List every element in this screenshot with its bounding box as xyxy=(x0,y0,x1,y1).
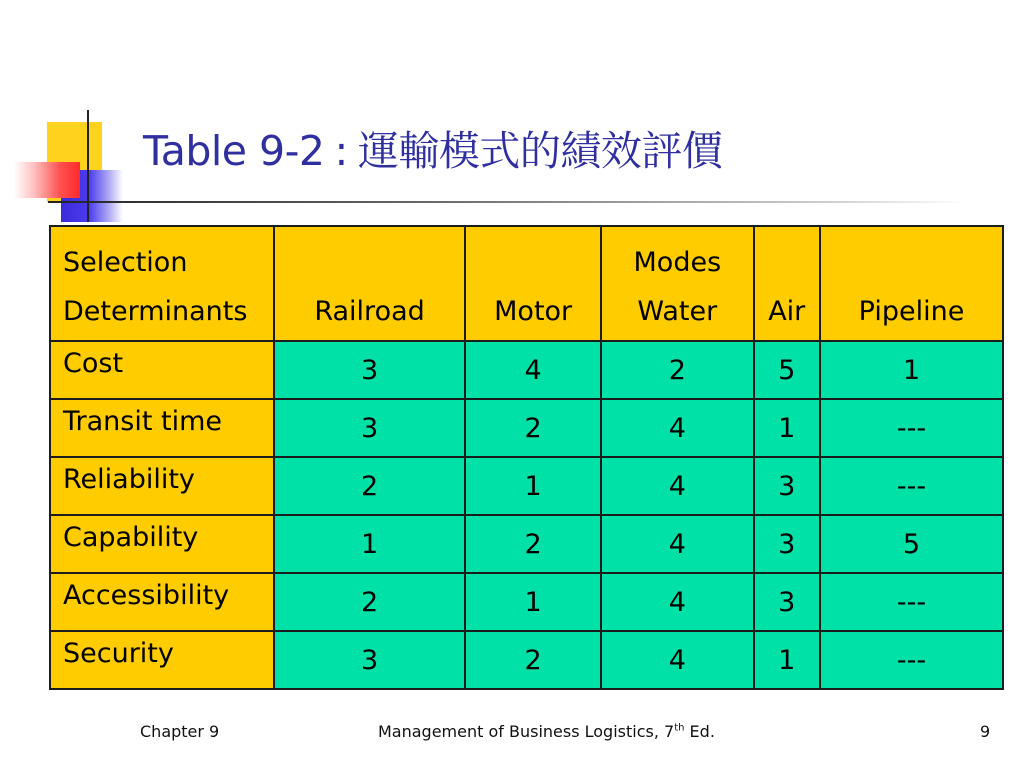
footer-chapter: Chapter 9 xyxy=(140,722,220,741)
table-cell: 5 xyxy=(754,341,820,399)
table-cell: 3 xyxy=(754,457,820,515)
table-cell: 2 xyxy=(274,457,465,515)
table-cell: 4 xyxy=(601,573,753,631)
header-air-label: Air xyxy=(768,296,806,327)
table-cell: 4 xyxy=(601,631,753,689)
footer-title-text: Management of Business Logistics, 7 xyxy=(378,722,675,741)
footer-title-superscript: th xyxy=(674,722,685,734)
header-selection-line1: Selection xyxy=(63,247,188,278)
title-separator: : xyxy=(334,127,348,175)
table-cell: 4 xyxy=(601,515,753,573)
slide-title xyxy=(143,118,722,182)
table-header-row xyxy=(50,226,1003,341)
footer-title-edition: Ed. xyxy=(684,722,715,741)
header-water-label: Water xyxy=(637,296,718,327)
table-row xyxy=(50,457,1003,515)
row-label: Cost xyxy=(50,341,274,399)
table-row xyxy=(50,399,1003,457)
header-railroad xyxy=(274,226,465,341)
table-cell: 5 xyxy=(820,515,1003,573)
table-row xyxy=(50,515,1003,573)
row-label: Security xyxy=(50,631,274,689)
header-motor-label: Motor xyxy=(494,296,573,327)
header-pipeline xyxy=(820,226,1003,341)
table-cell: 2 xyxy=(465,631,601,689)
table-row xyxy=(50,573,1003,631)
table-cell: 1 xyxy=(274,515,465,573)
header-air xyxy=(754,226,820,341)
title-underline xyxy=(48,201,968,203)
title-prefix: Table 9-2 xyxy=(143,127,325,175)
modes-performance-table xyxy=(49,225,1004,690)
table-cell: 1 xyxy=(754,631,820,689)
table-cell: --- xyxy=(820,631,1003,689)
table-cell: 3 xyxy=(274,631,465,689)
decorative-vertical-line xyxy=(87,110,89,222)
table-cell: 4 xyxy=(601,399,753,457)
table-cell: 2 xyxy=(274,573,465,631)
table-cell: 2 xyxy=(465,515,601,573)
table-cell: 2 xyxy=(601,341,753,399)
table-cell: 4 xyxy=(601,457,753,515)
title-chinese: 運輸模式的績效評價 xyxy=(357,127,723,175)
header-pipeline-label: Pipeline xyxy=(858,296,965,327)
header-water xyxy=(601,226,753,341)
table-cell: 3 xyxy=(754,573,820,631)
footer-page-number: 9 xyxy=(980,722,991,741)
header-railroad-label: Railroad xyxy=(314,296,425,327)
table-cell: 1 xyxy=(465,573,601,631)
header-selection-line2: Determinants xyxy=(63,296,248,327)
table-cell: --- xyxy=(820,573,1003,631)
table-cell: 1 xyxy=(820,341,1003,399)
row-label: Accessibility xyxy=(50,573,274,631)
row-label: Capability xyxy=(50,515,274,573)
table-cell: 4 xyxy=(465,341,601,399)
table-cell: 3 xyxy=(274,399,465,457)
table-cell: 1 xyxy=(754,399,820,457)
table-cell: --- xyxy=(820,457,1003,515)
table-cell: --- xyxy=(820,399,1003,457)
row-label: Transit time xyxy=(50,399,274,457)
table-row xyxy=(50,631,1003,689)
decorative-red-bar xyxy=(14,162,80,198)
row-label: Reliability xyxy=(50,457,274,515)
header-selection-determinants xyxy=(50,226,274,341)
footer-book-title xyxy=(378,722,715,741)
table-cell: 3 xyxy=(274,341,465,399)
table-cell: 2 xyxy=(465,399,601,457)
table-cell: 3 xyxy=(754,515,820,573)
table-row xyxy=(50,341,1003,399)
header-motor xyxy=(465,226,601,341)
header-modes-label: Modes xyxy=(633,247,722,278)
table-cell: 1 xyxy=(465,457,601,515)
